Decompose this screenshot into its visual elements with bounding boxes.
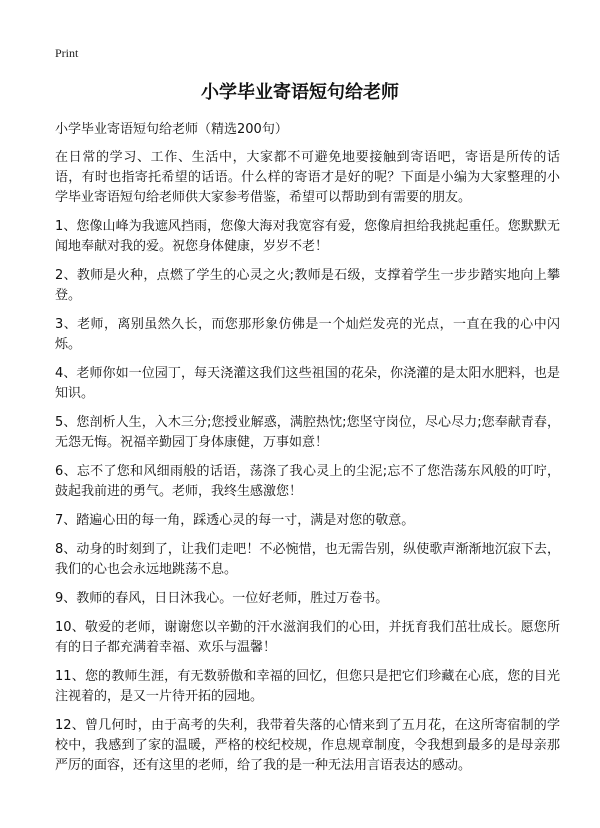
article-subtitle: 小学毕业寄语短句给老师（精选200句） (55, 122, 288, 137)
list-item: 9、教师的春风，日日沐我心。一位好老师，胜过万卷书。 (55, 591, 389, 606)
intro-paragraph: 在日常的学习、工作、生活中，大家都不可避免地要接触到寄语吧，寄语是所传的话语，有时也指寄托希望的话语。什么样的寄语才是好的呢？下面是小编为大家整理的小学毕业寄语短句给老师供大家参考借鉴，希望可以帮助到有需要的朋友。 (55, 150, 560, 205)
list-item: 6、忘不了您和风细雨般的话语，荡涤了我心灵上的尘泥;忘不了您浩荡东风般的叮咛，鼓起我前进的勇气。老师，我终生感激您！ (55, 464, 560, 499)
list-item: 7、踏遍心田的每一角，踩透心灵的每一寸，满是对您的敬意。 (55, 513, 415, 528)
list-item: 1、您像山峰为我遮风挡雨，您像大海对我宽容有爱，您像肩担给我挑起重任。您默默无闻地奉献对我的爱。祝您身体健康，岁岁不老！ (55, 219, 560, 254)
list-item: 12、曾几何时，由于高考的失利，我带着失落的心情来到了五月花，在这所寄宿制的学校中，我感到了家的温暖，严格的校纪校规，作息规章制度，令我想到最多的是母亲那严厉的面容，还有这里的老师，给了我的是一种无法用言语表达的感动。 (55, 718, 560, 773)
list-item: 10、敬爱的老师，谢谢您以辛勤的汗水滋润我们的心田，并抚育我们茁壮成长。愿您所有的日子都充满着幸福、欢乐与温馨！ (55, 620, 560, 655)
list-item: 3、老师，离别虽然久长，而您那形象仿佛是一个灿烂发亮的光点，一直在我的心中闪烁。 (55, 317, 560, 352)
list-item: 4、老师你如一位园丁，每天浇灌这我们这些祖国的花朵，你浇灌的是太阳水肥料，也是知识。 (55, 366, 560, 401)
page-title: 小学毕业寄语短句给老师 (201, 82, 399, 103)
list-item: 8、动身的时刻到了，让我们走吧！不必惋惜，也无需告别，纵使歌声渐渐地沉寂下去，我们的心也会永远地跳荡不息。 (55, 542, 560, 577)
print-link[interactable]: Print (55, 46, 79, 60)
article-body (55, 120, 560, 785)
list-item: 2、教师是火种，点燃了学生的心灵之火;教师是石级，支撑着学生一步步踏实地向上攀登。 (55, 268, 560, 303)
list-item: 11、您的教师生涯，有无数骄傲和幸福的回忆，但您只是把它们珍藏在心底，您的目光注视着的，是又一片待开拓的园地。 (55, 669, 560, 704)
list-item: 5、您剖析人生，入木三分;您授业解惑，满腔热忱;您坚守岗位，尽心尽力;您奉献青春，无怨无悔。祝福辛勤园丁身体康健，万事如意！ (55, 415, 560, 450)
